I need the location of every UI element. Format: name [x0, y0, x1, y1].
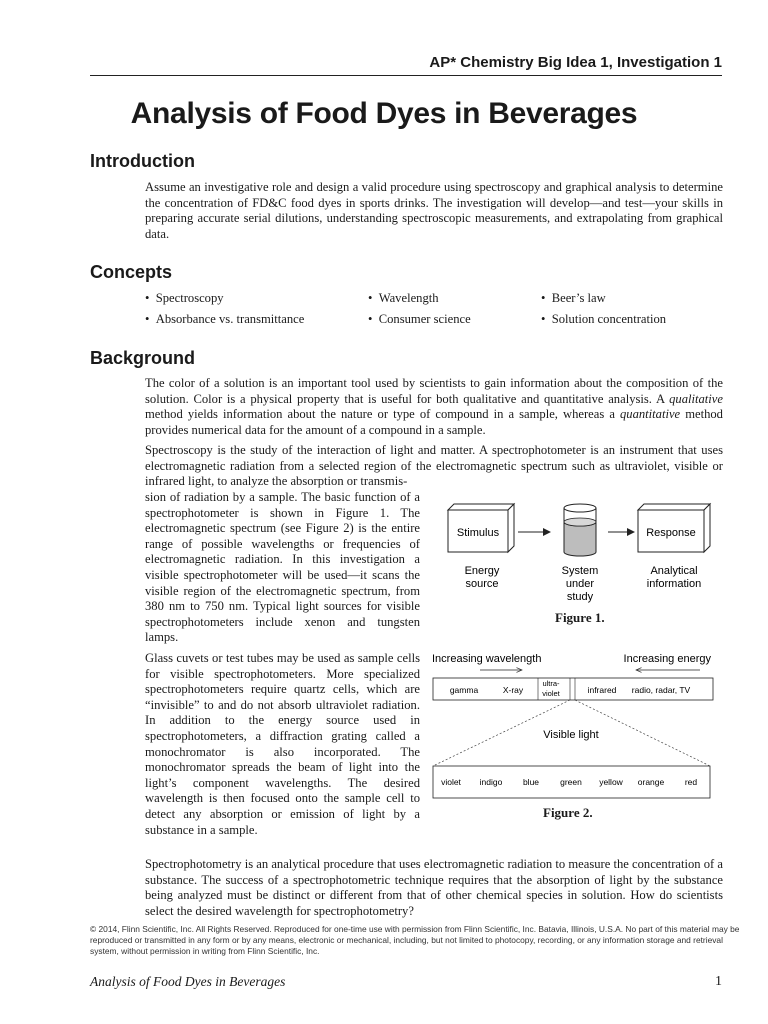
response-box — [638, 504, 710, 552]
ultraviolet-label-2: violet — [542, 689, 560, 698]
infrared-label: infrared — [587, 685, 617, 695]
background-heading: Background — [90, 348, 196, 368]
copyright-notice: © 2014, Flinn Scientific, Inc. All Rights Reserved. Reproduced for one-time use with permission from Flinn Scientific, Inc. Batavia, Illinois, U.S.A. No part of this material may be reproduced or transmitted in any form or by any means, electronic or mechanical, including, but not limited to photocopy, recording, or any information storage and retrieval system, without permission in writing from Flinn Scientific, Inc. — [90, 924, 740, 956]
page-number: 1 — [715, 974, 722, 989]
ultraviolet-label-1: ultra- — [542, 679, 560, 688]
introduction-text: Assume an investigative role and design a valid procedure using spectroscopy and graphical analysis to determine the concentration of FD&C food dyes in sports drinks. The investigation will develop—and test—your skills in preparing accurate serial dilutions, understanding spectroscopic measurements, and extrapolating from graphical data. — [145, 180, 723, 241]
radio-label: radio, radar, TV — [631, 685, 691, 695]
concept-item: • Beer’s law — [541, 288, 666, 309]
background-paragraph-1: The color of a solution is an important tool used by scientists to gain information about the composition of the solution. Color is a physical property that is useful for both qualitative and quantitative analysis. A qualitative method yields information about the nature or type of compound in a sample, whereas a quantitative method provides numerical data for the amount of a compound in a sample. — [145, 376, 723, 437]
introduction-heading: Introduction — [90, 151, 195, 171]
figure-2-diagram — [430, 648, 730, 828]
figure-2-caption: Figure 2. — [543, 805, 593, 820]
concept-item: • Consumer science — [368, 309, 471, 330]
under-label: under — [565, 578, 595, 590]
color-indigo: indigo — [479, 777, 503, 787]
information-label: information — [646, 578, 702, 590]
study-label: study — [566, 591, 594, 603]
color-green: green — [560, 777, 582, 787]
concepts-column-3 — [541, 288, 666, 330]
concepts-column-1 — [145, 288, 304, 330]
color-blue: blue — [522, 777, 540, 787]
footer-title: Analysis of Food Dyes in Beverages — [90, 974, 286, 989]
background-paragraph-2-column: sion of radiation by a sample. The basic function of a spectrophotometer is shown in Figure 1. The electromagnetic spectrum (see Figure 2) is the entire range of possible wavelengths or frequencies of electromagnetic radiation. In this investigation a visible spectrophotometer will be used—it scans the visible region of the electromagnetic spectrum, from 380 nm to 750 nm. Typical light sources for visible spectrophotometers include xenon and tungsten lamps. — [145, 490, 420, 645]
system-label: System — [561, 565, 599, 577]
concepts-column-2 — [368, 288, 471, 330]
visible-light-label: Visible light — [543, 729, 599, 741]
concepts-heading: Concepts — [90, 262, 173, 282]
analytical-label: Analytical — [650, 565, 698, 577]
running-header: AP* Chemistry Big Idea 1, Investigation 1 — [90, 54, 722, 76]
page-title: Analysis of Food Dyes in Beverages — [130, 97, 638, 130]
sample-vial-icon — [564, 504, 596, 556]
gamma-label: gamma — [449, 685, 479, 695]
background-paragraph-4: Spectrophotometry is an analytical procedure that uses electromagnetic radiation to measure the concentration of a substance. The success of a spectrophotometric technique requires that the absorption of light by the substance being analyzed must be distinct or different from that of other chemical species in solution. How do scientists select the desired wavelength for spectrophotometry? — [145, 857, 723, 918]
response-label: Response — [646, 527, 696, 539]
stimulus-box — [448, 504, 514, 552]
color-red: red — [684, 777, 698, 787]
concept-item: • Solution concentration — [541, 309, 666, 330]
stimulus-label: Stimulus — [456, 527, 500, 539]
background-paragraph-2-wide: Spectroscopy is the study of the interaction of light and matter. A spectrophotometer is an instrument that uses electromagnetic radiation from a selected region of the electromagnetic spectrum such as ultraviolet, visible or infrared light, to analyze the absorption or transmis- — [145, 443, 723, 489]
figure-1-caption: Figure 1. — [555, 610, 605, 625]
color-orange: orange — [637, 777, 665, 787]
xray-label: X-ray — [502, 685, 524, 695]
increasing-wavelength-label: Increasing wavelength — [432, 653, 542, 665]
color-yellow: yellow — [599, 777, 623, 787]
energy-label: Energy — [464, 565, 500, 577]
color-violet: violet — [441, 777, 461, 787]
increasing-energy-label: Increasing energy — [623, 653, 711, 665]
concept-item: • Absorbance vs. transmittance — [145, 309, 304, 330]
concept-item: • Wavelength — [368, 288, 471, 309]
concept-item: • Spectroscopy — [145, 288, 304, 309]
source-label: source — [465, 578, 499, 590]
background-paragraph-3: Glass cuvets or test tubes may be used as sample cells for visible spectrophotometers. More specialized spectrophotometers require quartz cells, which are “invisible” to and do not absorb ultraviolet radiation. In addition to the energy source used in spectrophotometers, a diffraction grating called a monochromator is also incorporated. The monochromator spreads the beam of light into the light’s component wavelengths. The desired wavelength is then focused onto the sample cell to detect any absorption or emission of light by a substance in a sample. — [145, 651, 420, 837]
